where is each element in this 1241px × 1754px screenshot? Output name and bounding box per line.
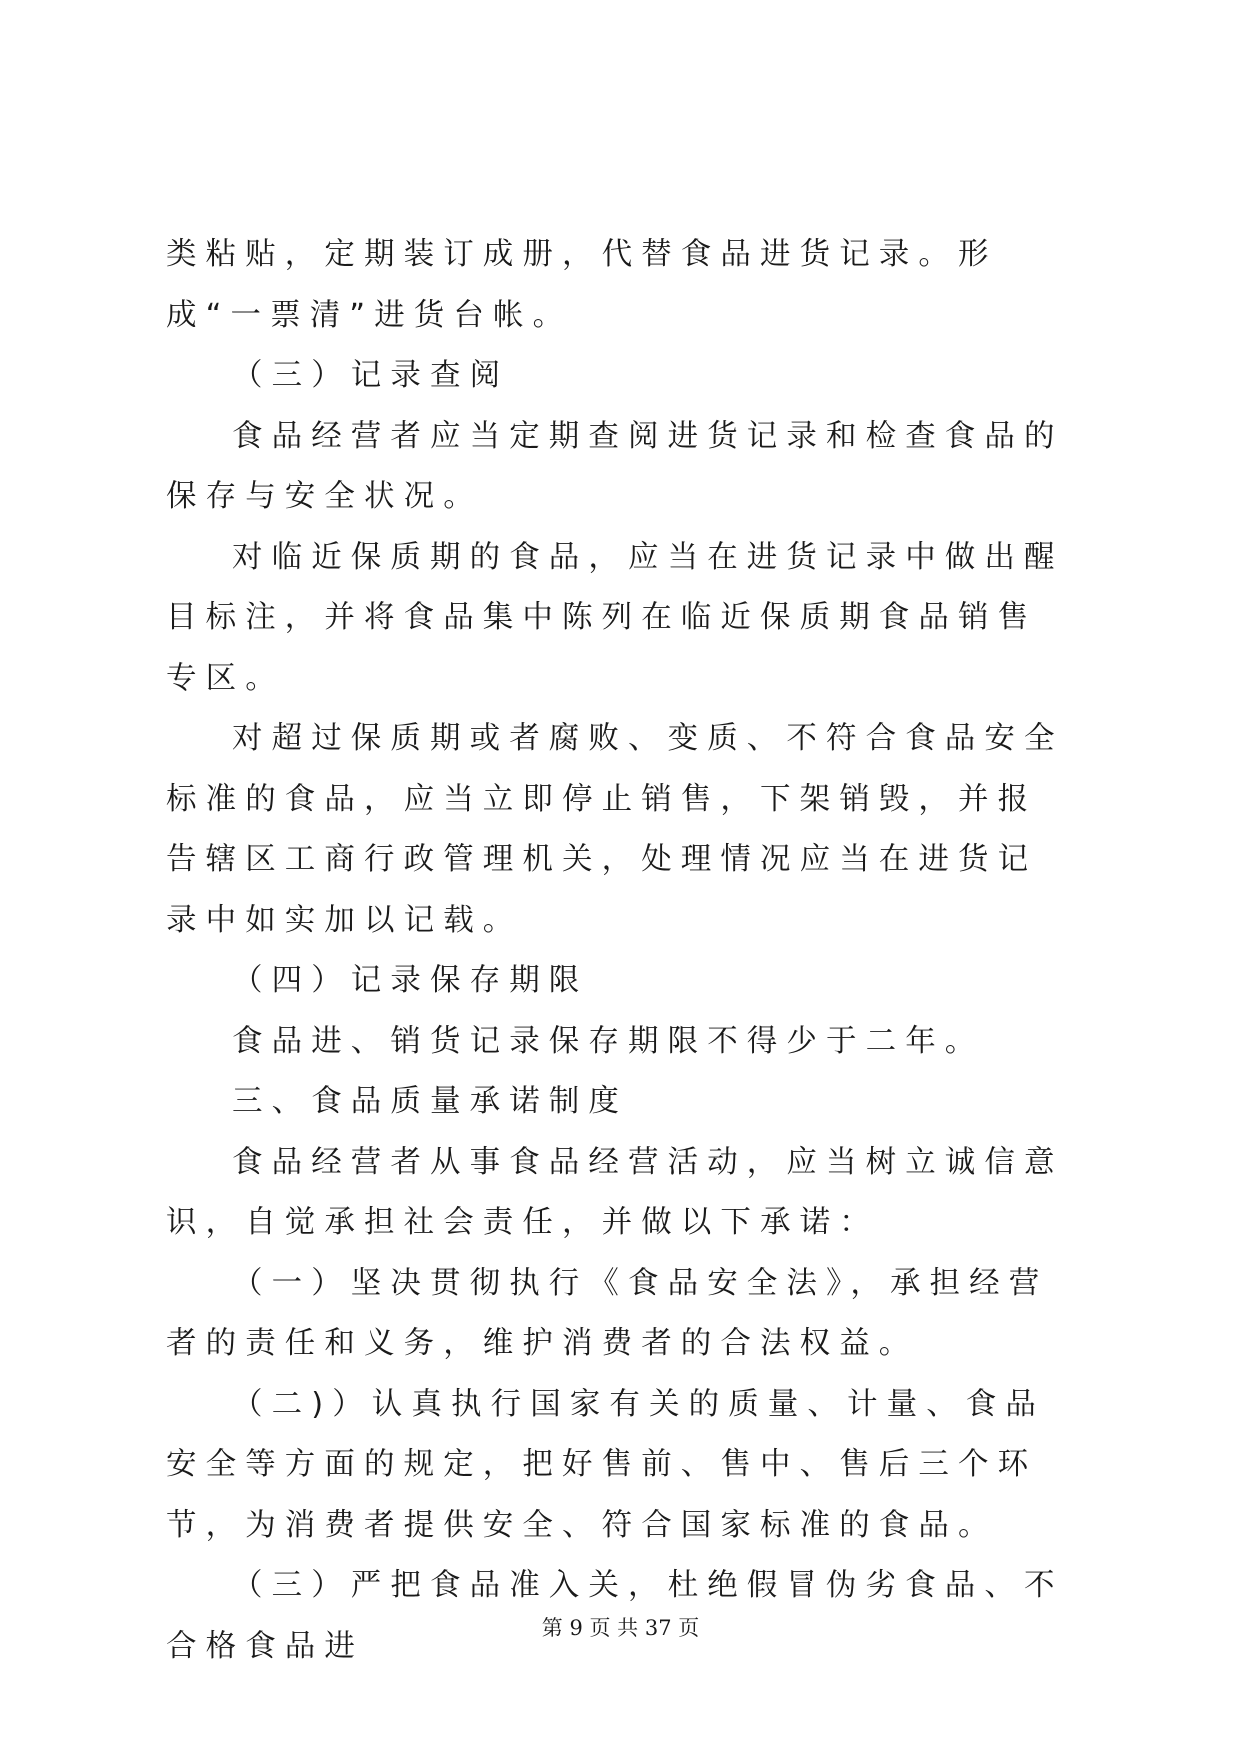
paragraph-6-heading: （四）记录保存期限 — [232, 963, 589, 998]
paragraph-5: 对超过保质期或者腐败、变质、不符合食品安全标准的食品，应当立即停止销售，下架销毁，并报告辖区工商行政管理机关，处理情况应当在进货记录中如实加以记载。 — [166, 721, 1064, 938]
document-body — [166, 225, 1076, 1677]
paragraph-9: 食品经营者从事食品经营活动，应当树立诚信意识，自觉承担社会责任，并做以下承诺： — [166, 1144, 1064, 1240]
paragraph-8-heading: 三、食品质量承诺制度 — [232, 1084, 628, 1119]
paragraph-11: （二)）认真执行国家有关的质量、计量、食品安全等方面的规定，把好售前、售中、售后三个环节，为消费者提供安全、符合国家标准的食品。 — [166, 1386, 1045, 1543]
page-number-footer: 第 9 页 共 37 页 — [541, 1616, 700, 1640]
paragraph-10: （一）坚决贯彻执行《食品安全法》，承担经营者的责任和义务，维护消费者的合法权益。 — [166, 1265, 1049, 1361]
paragraph-2-heading: （三）记录查阅 — [232, 358, 510, 393]
paragraph-7: 食品进、销货记录保存期限不得少于二年。 — [232, 1023, 985, 1059]
paragraph-4: 对临近保质期的食品，应当在进货记录中做出醒目标注，并将食品集中陈列在临近保质期食品销售专区。 — [166, 539, 1064, 696]
paragraph-1: 类粘贴，定期装订成册，代替食品进货记录。形成“一票清”进货台帐。 — [166, 237, 998, 333]
paragraph-12: （三）严把食品准入关，杜绝假冒伪劣食品、不合格食品进 — [166, 1568, 1064, 1664]
paragraph-3: 食品经营者应当定期查阅进货记录和检查食品的保存与安全状况。 — [166, 418, 1064, 514]
